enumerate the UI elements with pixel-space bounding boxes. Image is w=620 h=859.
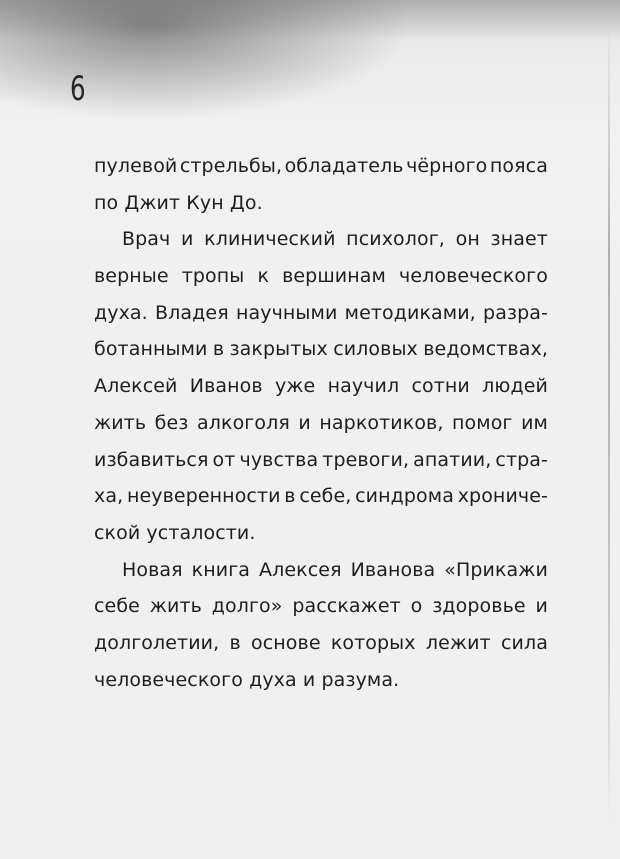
text-line: ской усталости.	[94, 521, 256, 544]
text-line: духа. Владея научными методиками, разра-	[94, 301, 548, 324]
text-line: пулевой стрельбы, обладатель чёрного пояса	[94, 155, 548, 177]
scan-shadow	[0, 0, 620, 40]
text-line: ботанными в закрытых силовых ведомствах,	[94, 338, 548, 361]
body-text	[94, 148, 548, 698]
text-line: Врач и клинический психолог, он знает	[122, 228, 548, 251]
text-line: ха, неуверенности в себе, синдрома хрониче-	[94, 485, 548, 508]
text-line: человеческого духа и разума.	[94, 668, 400, 691]
page-number: 6	[70, 69, 86, 109]
text-line: Новая книга Алексея Иванова «Прикажи	[122, 558, 548, 581]
text-line: жить без алкоголя и наркотиков, помог им	[94, 411, 548, 434]
text-line: верные тропы к вершинам человеческого	[94, 265, 548, 288]
text-line: себе жить долго» расскажет о здоровье и	[94, 595, 548, 618]
text-line: избавиться от чувства тревоги, апатии, стра-	[94, 448, 548, 471]
page-edge	[608, 20, 610, 820]
text-line: Алексей Иванов уже научил сотни людей	[94, 375, 548, 398]
text-line: по Джит Кун До.	[94, 191, 263, 214]
text-line: долголетии, в основе которых лежит сила	[94, 631, 548, 654]
